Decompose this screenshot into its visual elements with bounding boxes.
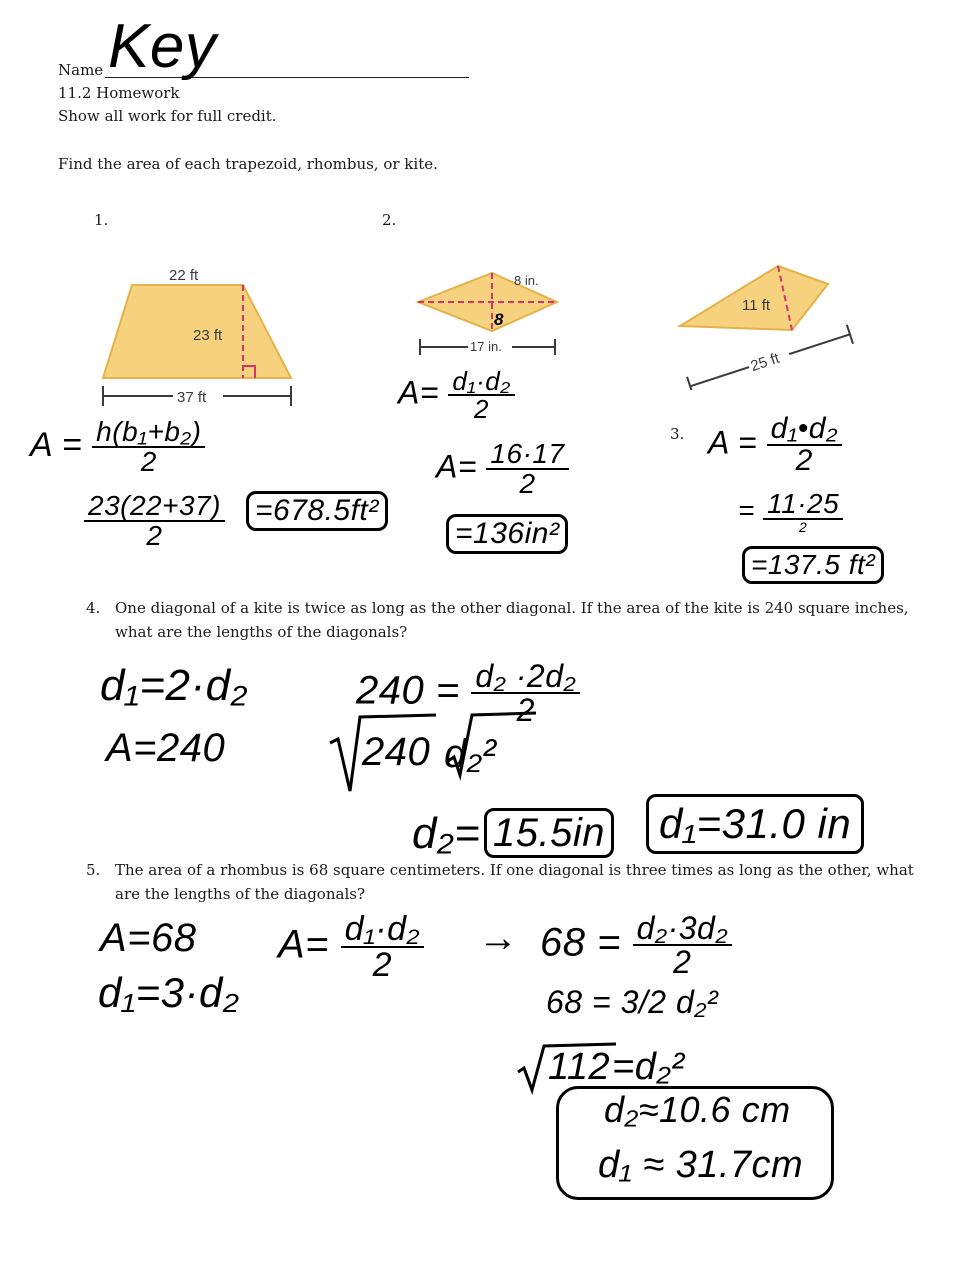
homework-title: 11.2 Homework: [58, 84, 180, 102]
rhombus-half-diag-label: 8 in.: [514, 273, 539, 288]
p1-answer: =678.5ft²: [246, 491, 388, 531]
trapezoid-bottom-label: 37 ft: [177, 389, 207, 406]
p5-answer-d2: d₂≈10.6 cm: [604, 1089, 791, 1130]
rhombus-figure: [412, 265, 572, 365]
rhombus-marked-label: 8: [494, 310, 504, 329]
p5-step3-rhs: =d₂²: [612, 1046, 685, 1088]
kite-long-diag-label: 25 ft: [748, 349, 782, 376]
kite-figure: [676, 260, 861, 390]
problem-5-text: The area of a rhombus is 68 square centimeters. If one diagonal is three times as long as the other, what are the lengths of the diagonals?: [115, 861, 914, 903]
kite-short-diag-label: 11 ft: [742, 297, 771, 314]
p5-step2: 68 = 3/2 d₂²: [546, 984, 719, 1020]
p4-root-rhs: d₂²: [444, 732, 497, 776]
p4-answer-d2: 15.5in: [484, 808, 614, 858]
problem-1-number: 1.: [94, 211, 109, 229]
p4-equation: 240 = $\frac{\text{d₂ ·2d₂}}{2}$: [356, 660, 580, 726]
p5-line2: d₁=3·d₂: [98, 969, 240, 1016]
p5-step3-lhs: 112: [548, 1046, 611, 1088]
trapezoid-figure: [95, 258, 305, 408]
p5-arrow: →: [478, 916, 519, 960]
p4-radicals: [326, 705, 556, 795]
p2-answer: =136in²: [446, 514, 568, 554]
p4-answer-label: d₂=: [412, 809, 481, 858]
p1-substitution: $\frac{23(22+37)}{2}$: [84, 492, 225, 550]
problem-2-number: 2.: [382, 211, 397, 229]
directions-text: Find the area of each trapezoid, rhombus, or kite.: [58, 155, 438, 173]
p5-formula: A= $\frac{\text{d₁·d₂}}{2}$: [278, 912, 424, 982]
name-label: Name: [58, 61, 104, 79]
p5-line1: A=68: [100, 916, 197, 960]
p2-substitution: A= $\frac{16\cdot 17}{2}$: [436, 440, 569, 498]
trapezoid-top-label: 22 ft: [169, 267, 199, 284]
p4-line1: d₁=2·d₂: [100, 661, 248, 710]
p4-answer-d1: d₁=31.0 in: [646, 794, 864, 854]
p2-formula: A= $\frac{\text{d₁·d₂}}{2}$: [398, 368, 515, 422]
rhombus-diag-label: 17 in.: [470, 339, 502, 354]
name-signature: Key: [108, 12, 217, 81]
instructions-text: Show all work for full credit.: [58, 107, 277, 125]
p3-formula: A = $\frac{\text{d₁•d₂}}{2}$: [708, 414, 842, 476]
p5-answer-d1: d₁ ≈ 31.7cm: [598, 1144, 804, 1186]
p3-answer: =137.5 ft²: [742, 546, 884, 584]
p4-root-lhs: 240: [362, 730, 431, 774]
problem-4-number: 4.: [86, 599, 101, 617]
problem-4-text: One diagonal of a kite is twice as long as the other diagonal. If the area of the kite is 240 square inches, what are the lengths of the diagonals?: [115, 599, 909, 641]
p1-formula: A = $\frac{\text{h(b₁+b₂)}}{2}$: [30, 418, 205, 476]
problem-3-number: 3.: [670, 425, 685, 443]
trapezoid-height-label: 23 ft: [193, 327, 223, 344]
p5-equation: 68 = $\frac{\text{d₂·3d₂}}{2}$: [540, 912, 732, 978]
p4-line2: A=240: [106, 726, 226, 770]
problem-5-number: 5.: [86, 861, 101, 879]
p3-substitution: = $\frac{11\cdot 25}{2}$: [738, 490, 843, 534]
